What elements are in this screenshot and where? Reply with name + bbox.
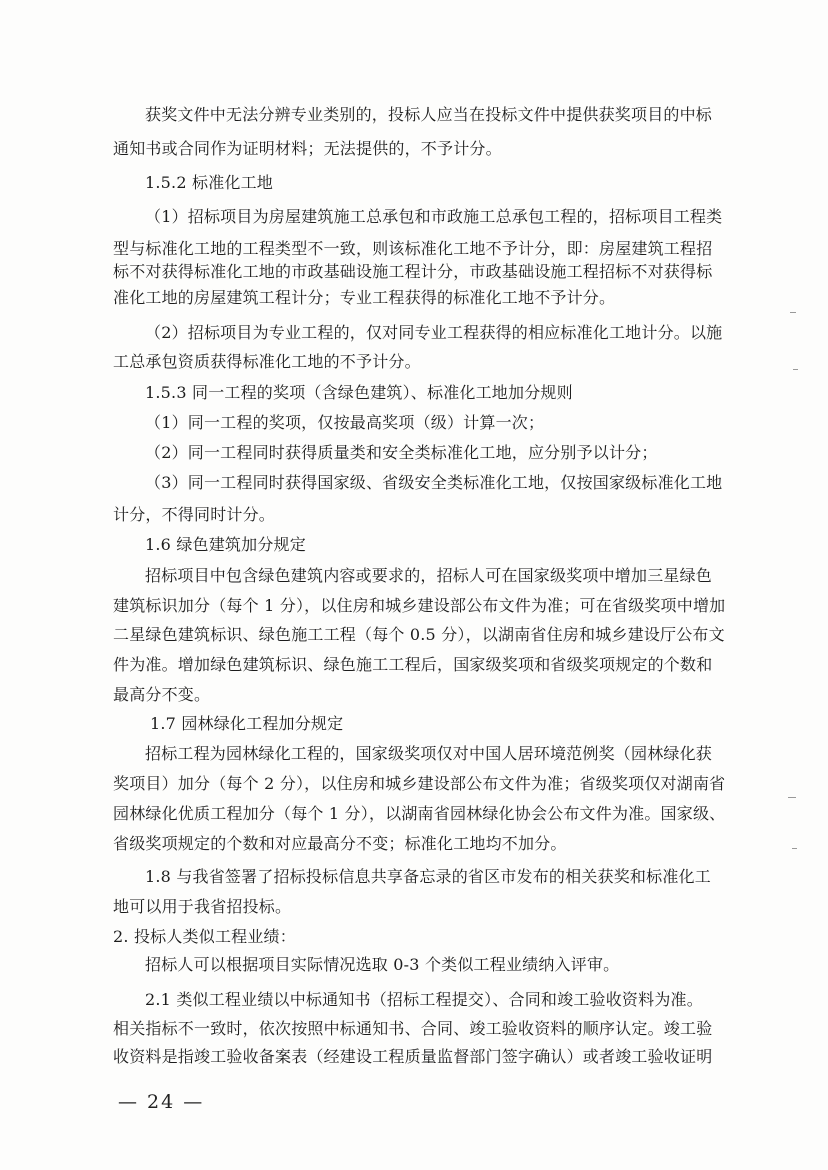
paragraph-line: 建筑标识加分（每个 1 分），以住房和城乡建设部公布文件为准；可在省级奖项中增加 <box>113 596 726 615</box>
paragraph-line: 型与标准化工地的工程类型不一致，则该标准化工地不予计分，即：房屋建筑工程招 <box>113 239 713 258</box>
paragraph-line: 工总承包资质获得标准化工地的不予计分。 <box>113 352 421 371</box>
paragraph-line: 收资料是指竣工验收备案表（经建设工程质量监督部门签字确认）或者竣工验收证明 <box>113 1047 713 1066</box>
section-heading-1-8: 1.8 与我省签署了招标投标信息共享备忘录的省区市发布的相关获奖和标准化工 <box>145 867 711 886</box>
paragraph-line: （2）招标项目为专业工程的，仅对同专业工程获得的相应标准化工地计分。以施 <box>145 323 723 342</box>
paragraph-line: 最高分不变。 <box>113 685 211 704</box>
scan-mark <box>788 797 796 798</box>
page-number: — 24 — <box>118 1091 205 1113</box>
paragraph-line: 奖项目）加分（每个 2 分），以住房和城乡建设部公布文件为准；省级奖项仅对湖南省 <box>113 774 726 793</box>
section-heading-2-1: 2.1 类似工程业绩以中标通知书（招标工程提交）、合同和竣工验收资料为准。 <box>145 990 703 1009</box>
section-heading-1-7: 1.7 园林绿化工程加分规定 <box>150 714 344 733</box>
scan-mark <box>793 369 798 370</box>
paragraph-line: 准化工地的房屋建筑工程计分；专业工程获得的标准化工地不予计分。 <box>113 288 616 307</box>
paragraph-line: 通知书或合同作为证明材料；无法提供的，不予计分。 <box>113 139 502 158</box>
paragraph-line: 省级奖项规定的个数和对应最高分不变；标准化工地均不加分。 <box>113 834 567 853</box>
section-heading-1-5-3: 1.5.3 同一工程的奖项（含绿色建筑）、标准化工地加分规则 <box>145 383 573 402</box>
section-heading-2: 2. 投标人类似工程业绩： <box>113 927 296 946</box>
scan-mark <box>792 848 797 849</box>
paragraph-line: 计分，不得同时计分。 <box>113 505 276 524</box>
paragraph-line: 二星绿色建筑标识、绿色施工工程（每个 0.5 分），以湖南省住房和城乡建设厅公布文 <box>113 625 725 644</box>
paragraph-line: 招标项目中包含绿色建筑内容或要求的，招标人可在国家级奖项中增加三星绿色 <box>145 566 713 585</box>
list-item: （2）同一工程同时获得质量类和安全类标准化工地，应分别予以计分； <box>145 443 658 462</box>
paragraph-line: 招标人可以根据项目实际情况选取 0-3 个类似工程业绩纳入评审。 <box>145 955 620 974</box>
paragraph-line: 标不对获得标准化工地的市政基础设施工程计分，市政基础设施工程招标不对获得标 <box>113 262 713 281</box>
paragraph-line: 相关指标不一致时，依次按照中标通知书、合同、竣工验收资料的顺序认定。竣工验 <box>113 1019 713 1038</box>
paragraph-line: 件为准。增加绿色建筑标识、绿色施工工程后，国家级奖项和省级奖项规定的个数和 <box>113 655 713 674</box>
section-heading-1-6: 1.6 绿色建筑加分规定 <box>145 535 306 554</box>
paragraph-line: 园林绿化优质工程加分（每个 1 分），以湖南省园林绿化协会公布文件为准。国家级、 <box>113 804 726 823</box>
section-heading-1-5-2: 1.5.2 标准化工地 <box>145 173 273 192</box>
paragraph-line: 招标工程为园林绿化工程的，国家级奖项仅对中国人居环境范例奖（园林绿化获 <box>145 744 713 763</box>
scan-mark <box>790 312 796 313</box>
list-item: （1）同一工程的奖项，仅按最高奖项（级）计算一次； <box>145 413 545 432</box>
paragraph-line: （1）招标项目为房屋建筑施工总承包和市政施工总承包工程的，招标项目工程类 <box>145 207 723 226</box>
paragraph-line: 获奖文件中无法分辨专业类别的，投标人应当在投标文件中提供获奖项目的中标 <box>145 105 713 124</box>
paragraph-line: 地可以用于我省招投标。 <box>113 897 292 916</box>
list-item: （3）同一工程同时获得国家级、省级安全类标准化工地，仅按国家级标准化工地 <box>145 473 723 492</box>
